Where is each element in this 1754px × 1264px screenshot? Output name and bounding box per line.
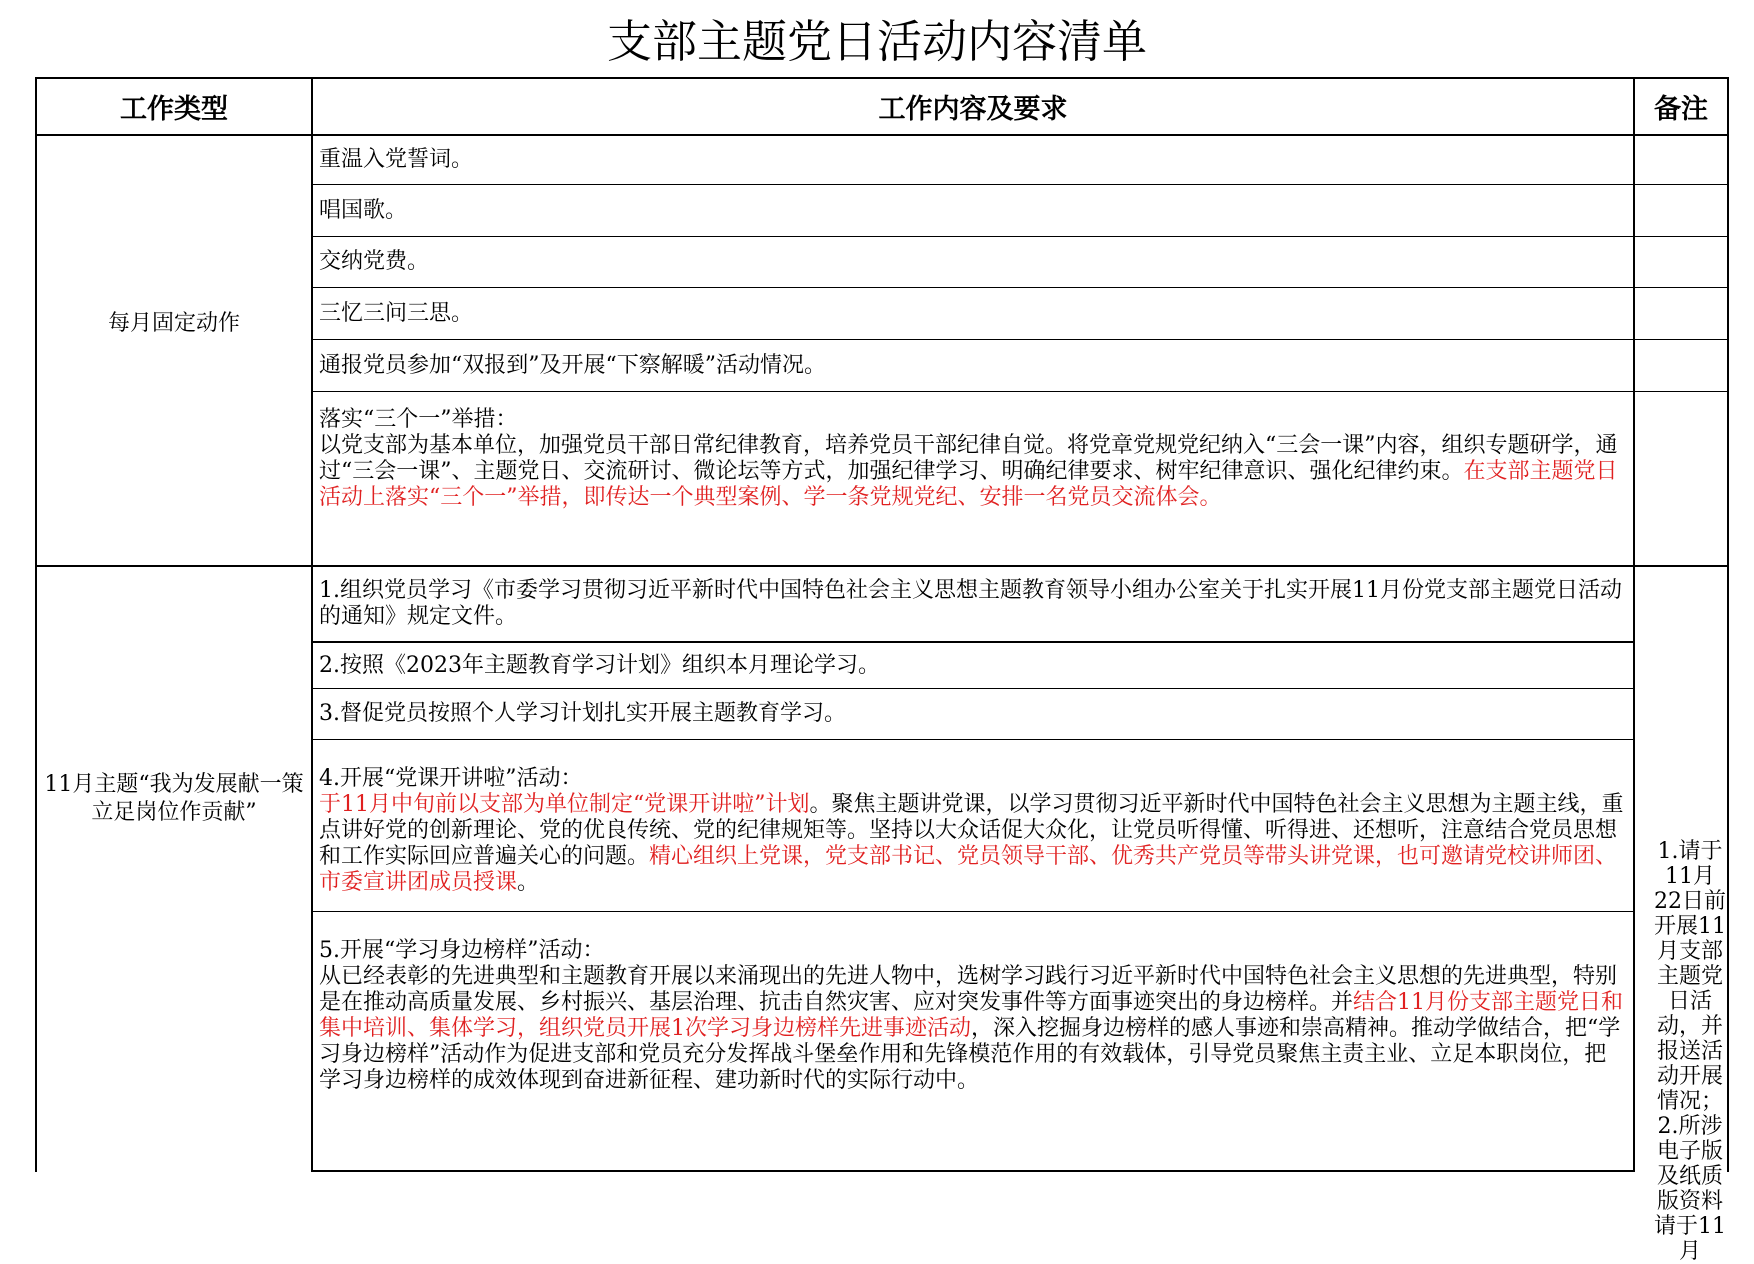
column-divider (1633, 79, 1635, 1172)
three-ones-red-text: 在支部主题党日活动上落实“三个一”举措，即传达一个典型案例、学一条党规党纪、安排一名党员交流体会。 (319, 459, 1618, 510)
content-cell: 通报党员参加“双报到”及开展“下察解暖”活动情况。 (319, 352, 826, 378)
three-ones-heading: 落实“三个一”举措： (319, 407, 518, 432)
work-type-monthly: 每月固定动作 (107, 311, 240, 336)
party-lecture-body: 于11月中旬前以支部为单位制定“党课开讲啦”计划。聚焦主题讲党课，以学习贯彻习近平新时代中国特色社会主义思想为主题主线，重点讲好党的创新理论、党的优良传统、党的纪律规矩等。坚持以大众话促大众化，让党员听得懂、听得进、还想听，注意结合党员思想和工作实际回应普遍关心的问题。精心组织上党课，党支部书记、党员领导干部、优秀共产党员等带头讲党课，也可邀请党校讲师团、市委宣讲团成员授课。 (319, 791, 1624, 895)
role-model-red-text: 结合11月份支部主题党日和集中培训、集体学习，组织党员开展1次学习身边榜样先进事迹活动 (319, 990, 1624, 1041)
row-divider (313, 1170, 1633, 1172)
content-cell: 2.按照《2023年主题教育学习计划》组织本月理论学习。 (319, 652, 880, 678)
page-title: 支部主题党日活动内容清单 (606, 15, 1147, 68)
content-cell: 3.督促党员按照个人学习计划扎实开展主题教育学习。 (319, 701, 846, 726)
content-cell-role-model (313, 912, 1633, 1124)
three-ones-body: 以党支部为基本单位，加强党员干部日常纪律教育，培养党员干部纪律自觉。将党章党规党纪纳入“三会一课”内容，组织专题研学，通过“三会一课”、主题党日、交流研讨、微论坛等方式，加强纪律学习、明确纪律要求、树牢纪律意识、强化纪律约束。在支部主题党日活动上落实“三个一”举措，即传达一个典型案例、学一条党规党纪、安排一名党员交流体会。 (319, 433, 1618, 510)
work-type-november: 11月主题“我为发展献一策 立足岗位作贡献” (44, 772, 304, 825)
content-cell: 交纳党费。 (319, 249, 430, 274)
content-cell-three-ones (313, 392, 1633, 512)
party-lecture-red-text: 精心组织上党课，党支部书记、党员领导干部、优秀共产党员等带头讲党课，也可邀请党校讲师团、市委宣讲团成员授课 (319, 843, 1618, 895)
activity-table (35, 77, 1729, 1264)
party-lecture-red-text: 于11月中旬前以支部为单位制定“党课开讲啦”计划 (319, 791, 810, 817)
role-model-heading: 5.开展“学习身边榜样”活动： (319, 938, 605, 963)
header-type: 工作类型 (120, 94, 228, 125)
header-content: 工作内容及要求 (878, 94, 1068, 125)
content-cell-party-lecture (313, 740, 1633, 911)
header-note: 备注 (1654, 94, 1708, 125)
note-cell: 1.请于11月22日前开展11月支部主题党日活动，并报送活动开展情况；2.所涉电子版及纸质版资料请于11月 (1654, 839, 1726, 1264)
content-cell: 重温入党誓词。 (319, 147, 474, 172)
content-cell: 1.组织党员学习《市委学习贯彻习近平新时代中国特色社会主义思想主题教育领导小组办公室关于扎实开展11月份党支部主题党日活动的通知》规定文件。 (319, 578, 1622, 629)
content-cell: 三忆三问三思。 (319, 300, 474, 326)
party-lecture-heading: 4.开展“党课开讲啦”活动： (319, 765, 583, 791)
content-cell: 唱国歌。 (319, 197, 408, 223)
role-model-body: 从已经表彰的先进典型和主题教育开展以来涌现出的先进人物中，选树学习践行习近平新时代中国特色社会主义思想的先进典型，特别是在推动高质量发展、乡村振兴、基层治理、抗击自然灾害、应对突发事件等方面事迹突出的身边榜样。并结合11月份支部主题党日和集中培训、集体学习，组织党员开展1次学习身边榜样先进事迹活动，深入挖掘身边榜样的感人事迹和崇高精神。推动学做结合，把“学习身边榜样”活动作为促进支部和党员充分发挥战斗堡垒作用和先锋模范作用的有效载体，引导党员聚焦主责主业、立足本职岗位，把学习身边榜样的成效体现到奋进新征程、建功新时代的实际行动中。 (319, 964, 1624, 1093)
